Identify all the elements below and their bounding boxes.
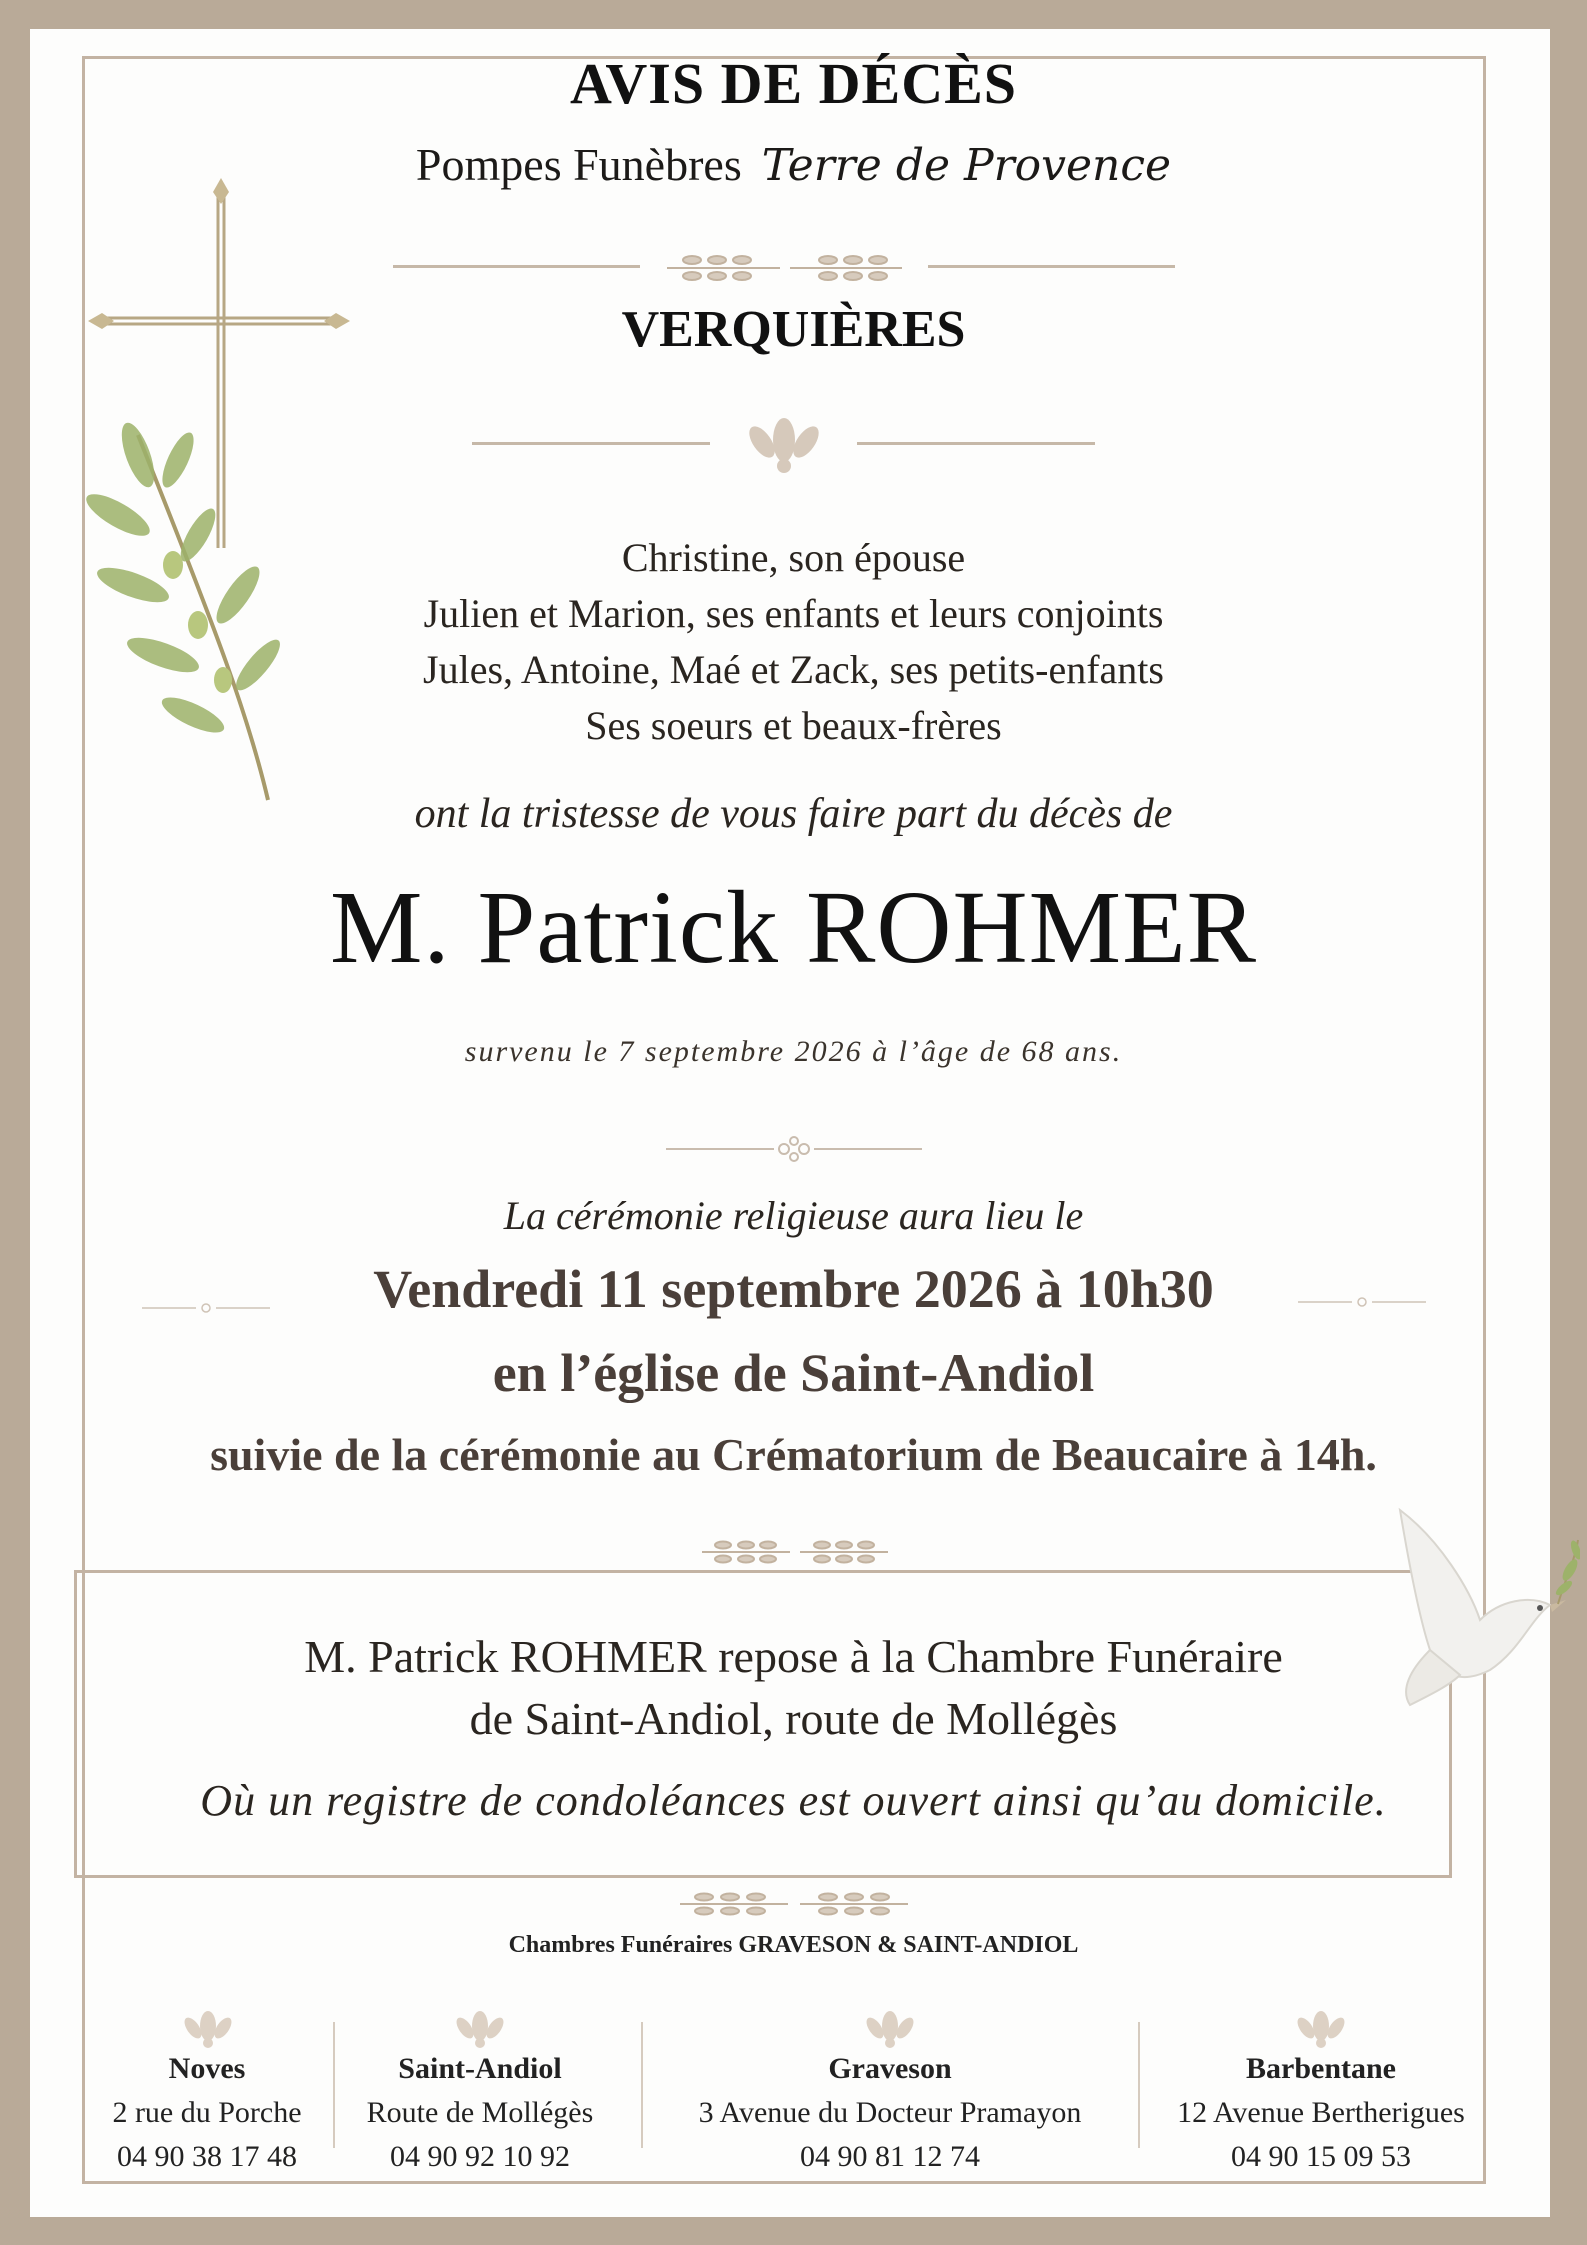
ceremony-date: Vendredi 11 septembre 2026 à 10h30 bbox=[373, 1259, 1214, 1319]
divider-line-right bbox=[928, 265, 1175, 268]
lotus-icon bbox=[742, 412, 826, 474]
ceremony-follow: suivie de la cérémonie au Crématorium de Beaucaire à 14h. bbox=[210, 1429, 1377, 1480]
announcement-text: ont la tristesse de vous faire part du décès de bbox=[414, 791, 1173, 837]
branch-noves bbox=[92, 2000, 322, 2174]
column-divider bbox=[1138, 2022, 1140, 2148]
branch-address: 12 Avenue Bertherigues bbox=[1177, 2096, 1465, 2129]
column-divider bbox=[641, 2022, 643, 2148]
repose-line: de Saint-Andiol, route de Mollégès bbox=[469, 1693, 1118, 1744]
lotus-icon bbox=[1293, 2008, 1349, 2048]
family-line: Jules, Antoine, Maé et Zack, ses petits-enfants bbox=[423, 647, 1164, 692]
branch-phone: 04 90 38 17 48 bbox=[117, 2140, 297, 2173]
branch-name: Noves bbox=[168, 2052, 246, 2085]
divider-line-right bbox=[857, 442, 1095, 445]
laurel-divider-icon bbox=[662, 250, 908, 286]
deceased-name: M. Patrick ROHMER bbox=[330, 870, 1257, 985]
footer-title: Chambres Funéraires GRAVESON & SAINT-ANDIOL bbox=[508, 1932, 1079, 1958]
laurel-divider-icon bbox=[676, 1890, 912, 1918]
branch-phone: 04 90 15 09 53 bbox=[1231, 2140, 1411, 2173]
lotus-icon bbox=[452, 2008, 508, 2048]
family-list bbox=[0, 530, 1587, 754]
column-divider bbox=[333, 2022, 335, 2148]
repose-line: M. Patrick ROHMER repose à la Chambre Funéraire bbox=[304, 1631, 1283, 1682]
divider-line-left bbox=[393, 265, 640, 268]
branch-name: Graveson bbox=[828, 2052, 952, 2085]
branch-address: 3 Avenue du Docteur Pramayon bbox=[698, 2096, 1082, 2129]
branch-address: 2 rue du Porche bbox=[112, 2096, 302, 2129]
flourish-divider-icon bbox=[662, 1136, 926, 1162]
family-line: Christine, son épouse bbox=[621, 535, 966, 580]
village-name: VERQUIÈRES bbox=[621, 301, 966, 358]
company-name bbox=[0, 138, 1587, 191]
branch-name: Saint-Andiol bbox=[398, 2052, 562, 2085]
lotus-icon bbox=[180, 2008, 236, 2048]
family-line: Ses soeurs et beaux-frères bbox=[585, 703, 1002, 748]
branch-address: Route de Mollégès bbox=[366, 2096, 594, 2129]
company-prefix: Pompes Funèbres bbox=[415, 139, 742, 190]
divider-line-left bbox=[472, 442, 710, 445]
notice-title: AVIS DE DÉCÈS bbox=[569, 51, 1018, 116]
ceremony-intro: La cérémonie religieuse aura lieu le bbox=[503, 1193, 1084, 1238]
ceremony-place: en l’église de Saint-Andiol bbox=[492, 1343, 1095, 1403]
company-script-name: Terre de Provence bbox=[761, 140, 1172, 191]
branch-barbentane bbox=[1150, 2000, 1492, 2174]
family-line: Julien et Marion, ses enfants et leurs conjoints bbox=[423, 591, 1164, 636]
date-of-death: survenu le 7 septembre 2026 à l’âge de 68 ans. bbox=[464, 1035, 1123, 1068]
dove-icon bbox=[1380, 1500, 1580, 1710]
branch-phone: 04 90 81 12 74 bbox=[800, 2140, 980, 2173]
laurel-divider-icon bbox=[698, 1537, 892, 1567]
condolence-register-note: Où un registre de condoléances est ouvert ainsi qu’au domicile. bbox=[200, 1776, 1387, 1825]
branch-graveson bbox=[660, 2000, 1120, 2174]
branch-saint-andiol bbox=[344, 2000, 616, 2174]
branch-name: Barbentane bbox=[1246, 2052, 1396, 2085]
branch-phone: 04 90 92 10 92 bbox=[390, 2140, 570, 2173]
lotus-icon bbox=[862, 2008, 918, 2048]
